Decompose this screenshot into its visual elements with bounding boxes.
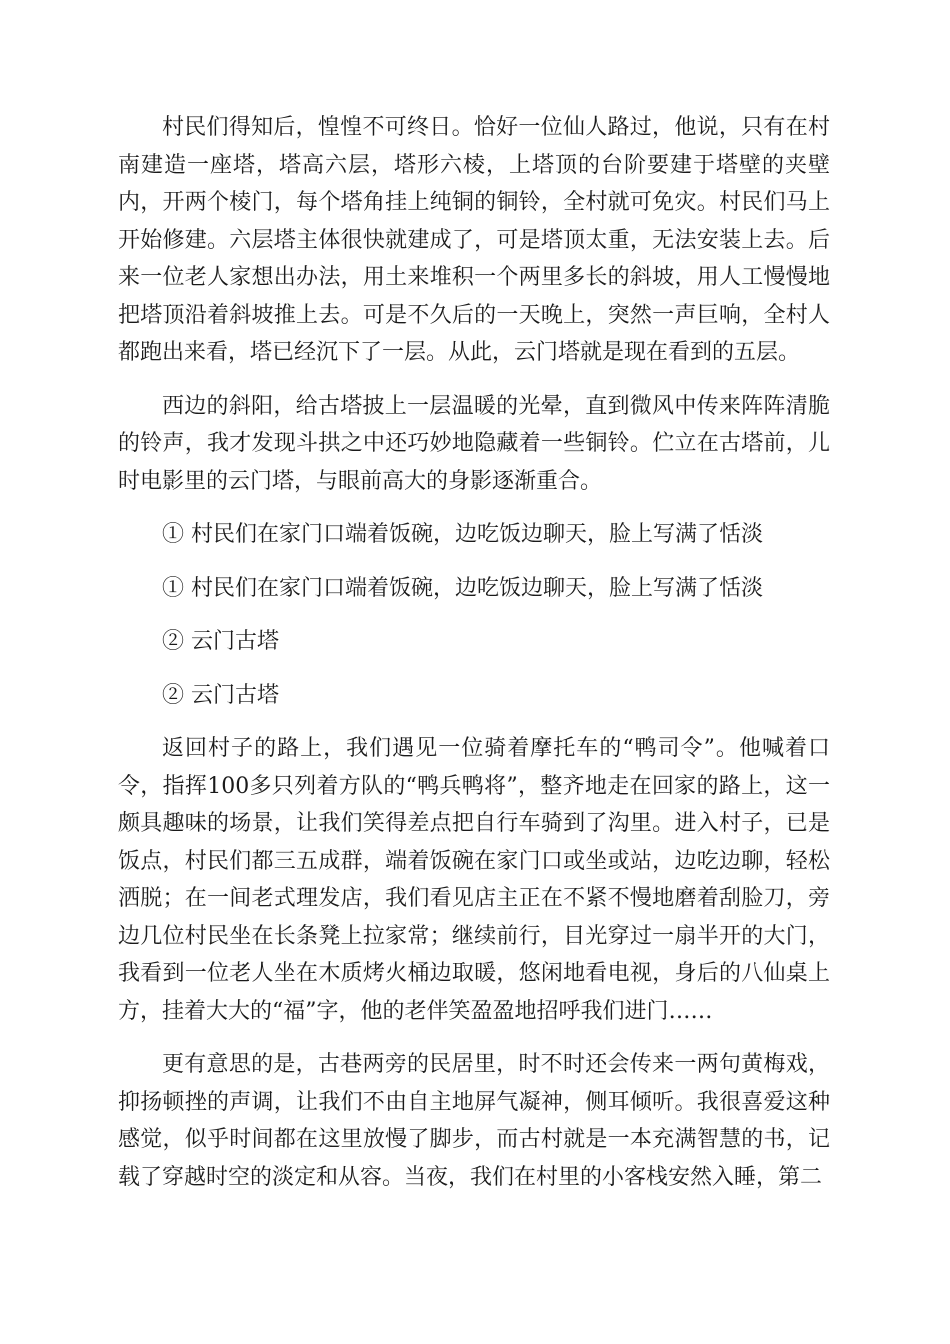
paragraph-village-legend: 村民们得知后，惶惶不可终日。恰好一位仙人路过，他说，只有在村南建造一座塔，塔高六层，塔形六棱，上塔顶的台阶要建于塔壁的夹壁内，开两个棱门，每个塔角挂上纯铜的铜铃，全村就可免灾。村民们马上开始修建。六层塔主体很快就建成了，可是塔顶太重，无法安装上去。后来一位老人家想出办法，用土来堆积一个两里多长的斜坡，用人工慢慢地把塔顶沿着斜坡推上去。可是不久后的一天晚上，突然一声巨响，全村人都跑出来看，塔已经沉下了一层。从此，云门塔就是现在看到的五层。: [118, 115, 830, 365]
paragraph-sunset-tower: 西边的斜阳，给古塔披上一层温暖的光晕，直到微风中传来阵阵清脆的铃声，我才发现斗拱之中还巧妙地隐藏着一些铜铃。伫立在古塔前，儿时电影里的云门塔，与眼前高大的身影逐渐重合。: [118, 393, 830, 494]
image-caption-1: ① 村民们在家门口端着饭碗，边吃饭边聊天，脸上写满了恬淡: [162, 522, 763, 547]
article-body: [118, 109, 830, 1196]
image-caption-2: ② 云门古塔: [162, 629, 279, 654]
paragraph-huangmei-opera: 更有意思的是，古巷两旁的民居里，时不时还会传来一两句黄梅戏，抑扬顿挫的声调，让我们不由自主地屏气凝神，侧耳倾听。我很喜爱这种感觉，似乎时间都在这里放慢了脚步，而古村就是一本充满智慧的书，记载了穿越时空的淡定和从容。当夜，我们在村里的小客栈安然入睡，第二: [118, 1052, 830, 1190]
paragraph-duck-commander: 返回村子的路上，我们遇见一位骑着摩托车的“鸭司令”。他喊着口令，指挥100多只列着方队的“鸭兵鸭将”，整齐地走在回家的路上，这一颇具趣味的场景，让我们笑得差点把自行车骑到了沟里。进入村子，已是饭点，村民们都三五成群，端着饭碗在家门口或坐或站，边吃边聊，轻松洒脱；在一间老式理发店，我们看见店主正在不紧不慢地磨着刮脸刀，旁边几位村民坐在长条凳上拉家常；继续前行，目光穿过一扇半开的大门，我看到一位老人坐在木质烤火桶边取暖，悠闲地看电视，身后的八仙桌上方，挂着大大的“福”字，他的老伴笑盈盈地招呼我们进门……: [118, 736, 830, 1024]
image-caption-1-duplicate: ① 村民们在家门口端着饭碗，边吃饭边聊天，脸上写满了恬淡: [162, 575, 763, 601]
image-captions: [118, 516, 830, 714]
image-caption-2-duplicate: ② 云门古塔: [162, 682, 279, 708]
